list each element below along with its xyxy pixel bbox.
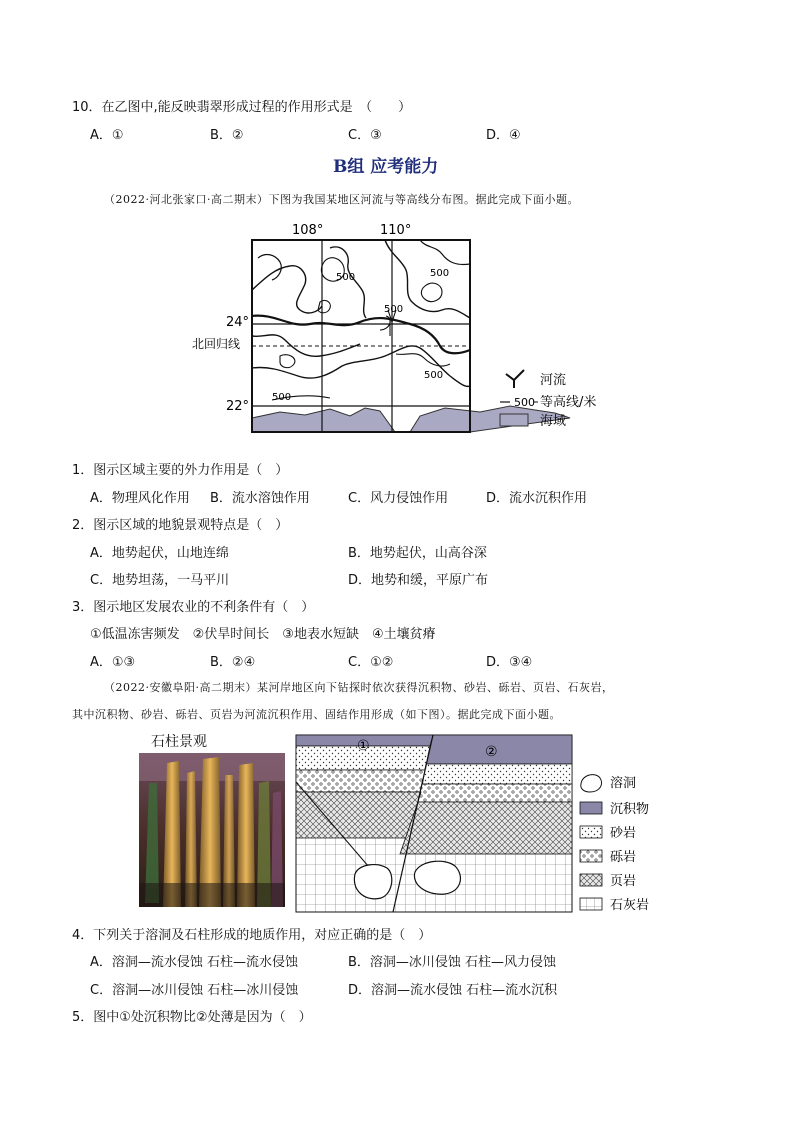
question-1-stem: 1．图示区域主要的外力作用是（ ） [72, 463, 289, 478]
legend-shale-label: 页岩 [610, 874, 637, 889]
q3-option-a: A．①③ [90, 655, 136, 670]
q2-option-d: D．地势和缓，平原广布 [348, 573, 489, 588]
q2-option-c: C．地势坦荡，一马平川 [90, 573, 230, 588]
contour-map [180, 218, 620, 440]
contour-label-1: 500 [336, 272, 356, 283]
q1-option-c: C．风力侵蚀作用 [348, 491, 449, 506]
contour-label-3: 500 [384, 304, 404, 315]
legend-sea-label: 海域 [540, 414, 567, 429]
geologic-section [295, 734, 575, 914]
tropic-label: 北回归线 [192, 337, 241, 351]
q3-option-c: C．①② [348, 655, 394, 670]
contour-label-5: 500 [272, 392, 292, 403]
conglomerate-icon [580, 850, 602, 862]
question-2-stem: 2．图示区域的地貌景观特点是（ ） [72, 518, 289, 533]
contour-label-2: 500 [430, 268, 450, 279]
q10-option-b: B．② [210, 128, 244, 143]
photo-caption: 石柱景观 [151, 734, 207, 750]
question-4-stem: 4．下列关于溶洞及石柱形成的地质作用，对应正确的是（ ） [72, 928, 432, 943]
cave-icon [581, 775, 602, 792]
main-river [252, 316, 470, 354]
section-label-1: ① [357, 738, 370, 754]
limestone-icon [580, 898, 602, 910]
question-3-stem: 3．图示地区发展农业的不利条件有（ ） [72, 600, 315, 615]
sediment-icon [580, 802, 602, 814]
q10-option-d: D．④ [486, 128, 521, 143]
river-icon [506, 370, 524, 388]
sea-icon [500, 414, 528, 426]
q3-statement: ①低温冻害频发 ②伏旱时间长 ③地表水短缺 ④土壤贫瘠 [90, 627, 436, 642]
rock-legend-svg [578, 770, 688, 920]
q3-option-d: D．③④ [486, 655, 533, 670]
latitude-label-24: 24° [226, 315, 250, 330]
q10-option-a: A．① [90, 128, 124, 143]
legend-sediment-label: 沉积物 [610, 802, 650, 817]
stone-pillar-photo [139, 753, 285, 907]
q1-option-a: A．物理风化作用 [90, 491, 190, 506]
section-label-2: ② [485, 744, 498, 760]
source-note-2-line-1: （2022·安徽阜阳·高二期末）某河岸地区向下钻探时依次获得沉积物、砂岩、砾岩、页岩、石灰岩， [104, 681, 614, 694]
legend-conglomerate-label: 砾岩 [610, 850, 637, 865]
cave-shape-1 [354, 865, 391, 899]
legend-limestone-label: 石灰岩 [610, 898, 650, 913]
section-title: B组 应考能力 [333, 157, 439, 177]
legend-cave-label: 溶洞 [610, 776, 637, 791]
shale-icon [580, 874, 602, 886]
source-note-2-line-2: 其中沉积物、砂岩、砾岩、页岩为河流沉积作用、固结作用形成（如下图）。据此完成下面小题。 [72, 708, 561, 721]
geologic-section-figure [295, 734, 575, 914]
sandstone-icon [580, 826, 602, 838]
legend-river-label: 河流 [540, 373, 567, 388]
q2-option-a: A．地势起伏，山地连绵 [90, 546, 229, 561]
contour-label-4: 500 [424, 370, 444, 381]
q1-option-b: B．流水溶蚀作用 [210, 491, 310, 506]
source-note-1: （2022·河北张家口·高二期末）下图为我国某地区河流与等高线分布图。据此完成下面小题。 [104, 193, 579, 206]
q2-option-b: B．地势起伏，山高谷深 [348, 546, 487, 561]
question-5-stem: 5．图中①处沉积物比②处薄是因为（ ） [72, 1010, 312, 1025]
latitude-label-22: 22° [226, 399, 250, 414]
longitude-label-108: 108° [292, 223, 324, 238]
stone-pillar-image [139, 753, 285, 907]
rock-legend [578, 770, 688, 920]
q10-option-c: C．③ [348, 128, 382, 143]
q4-option-b: B．溶洞—冰川侵蚀 石柱—风力侵蚀 [348, 955, 557, 970]
q3-option-b: B．②④ [210, 655, 256, 670]
q4-option-d: D．溶洞—流水侵蚀 石柱—流水沉积 [348, 983, 558, 998]
sea-area-1 [252, 408, 395, 432]
longitude-label-110: 110° [380, 223, 412, 238]
legend-contour-label: 等高线/米 [540, 395, 597, 410]
legend-contour-value: 500 [514, 396, 535, 409]
q1-option-d: D．流水沉积作用 [486, 491, 588, 506]
question-10-stem: 10．在乙图中,能反映翡翠形成过程的作用形式是 （ ） [72, 100, 412, 115]
legend-sandstone-label: 砂岩 [610, 826, 637, 841]
contour-map-figure [180, 218, 620, 440]
q4-option-c: C．溶洞—冰川侵蚀 石柱—冰川侵蚀 [90, 983, 299, 998]
q4-option-a: A．溶洞—流水侵蚀 石柱—流水侵蚀 [90, 955, 299, 970]
